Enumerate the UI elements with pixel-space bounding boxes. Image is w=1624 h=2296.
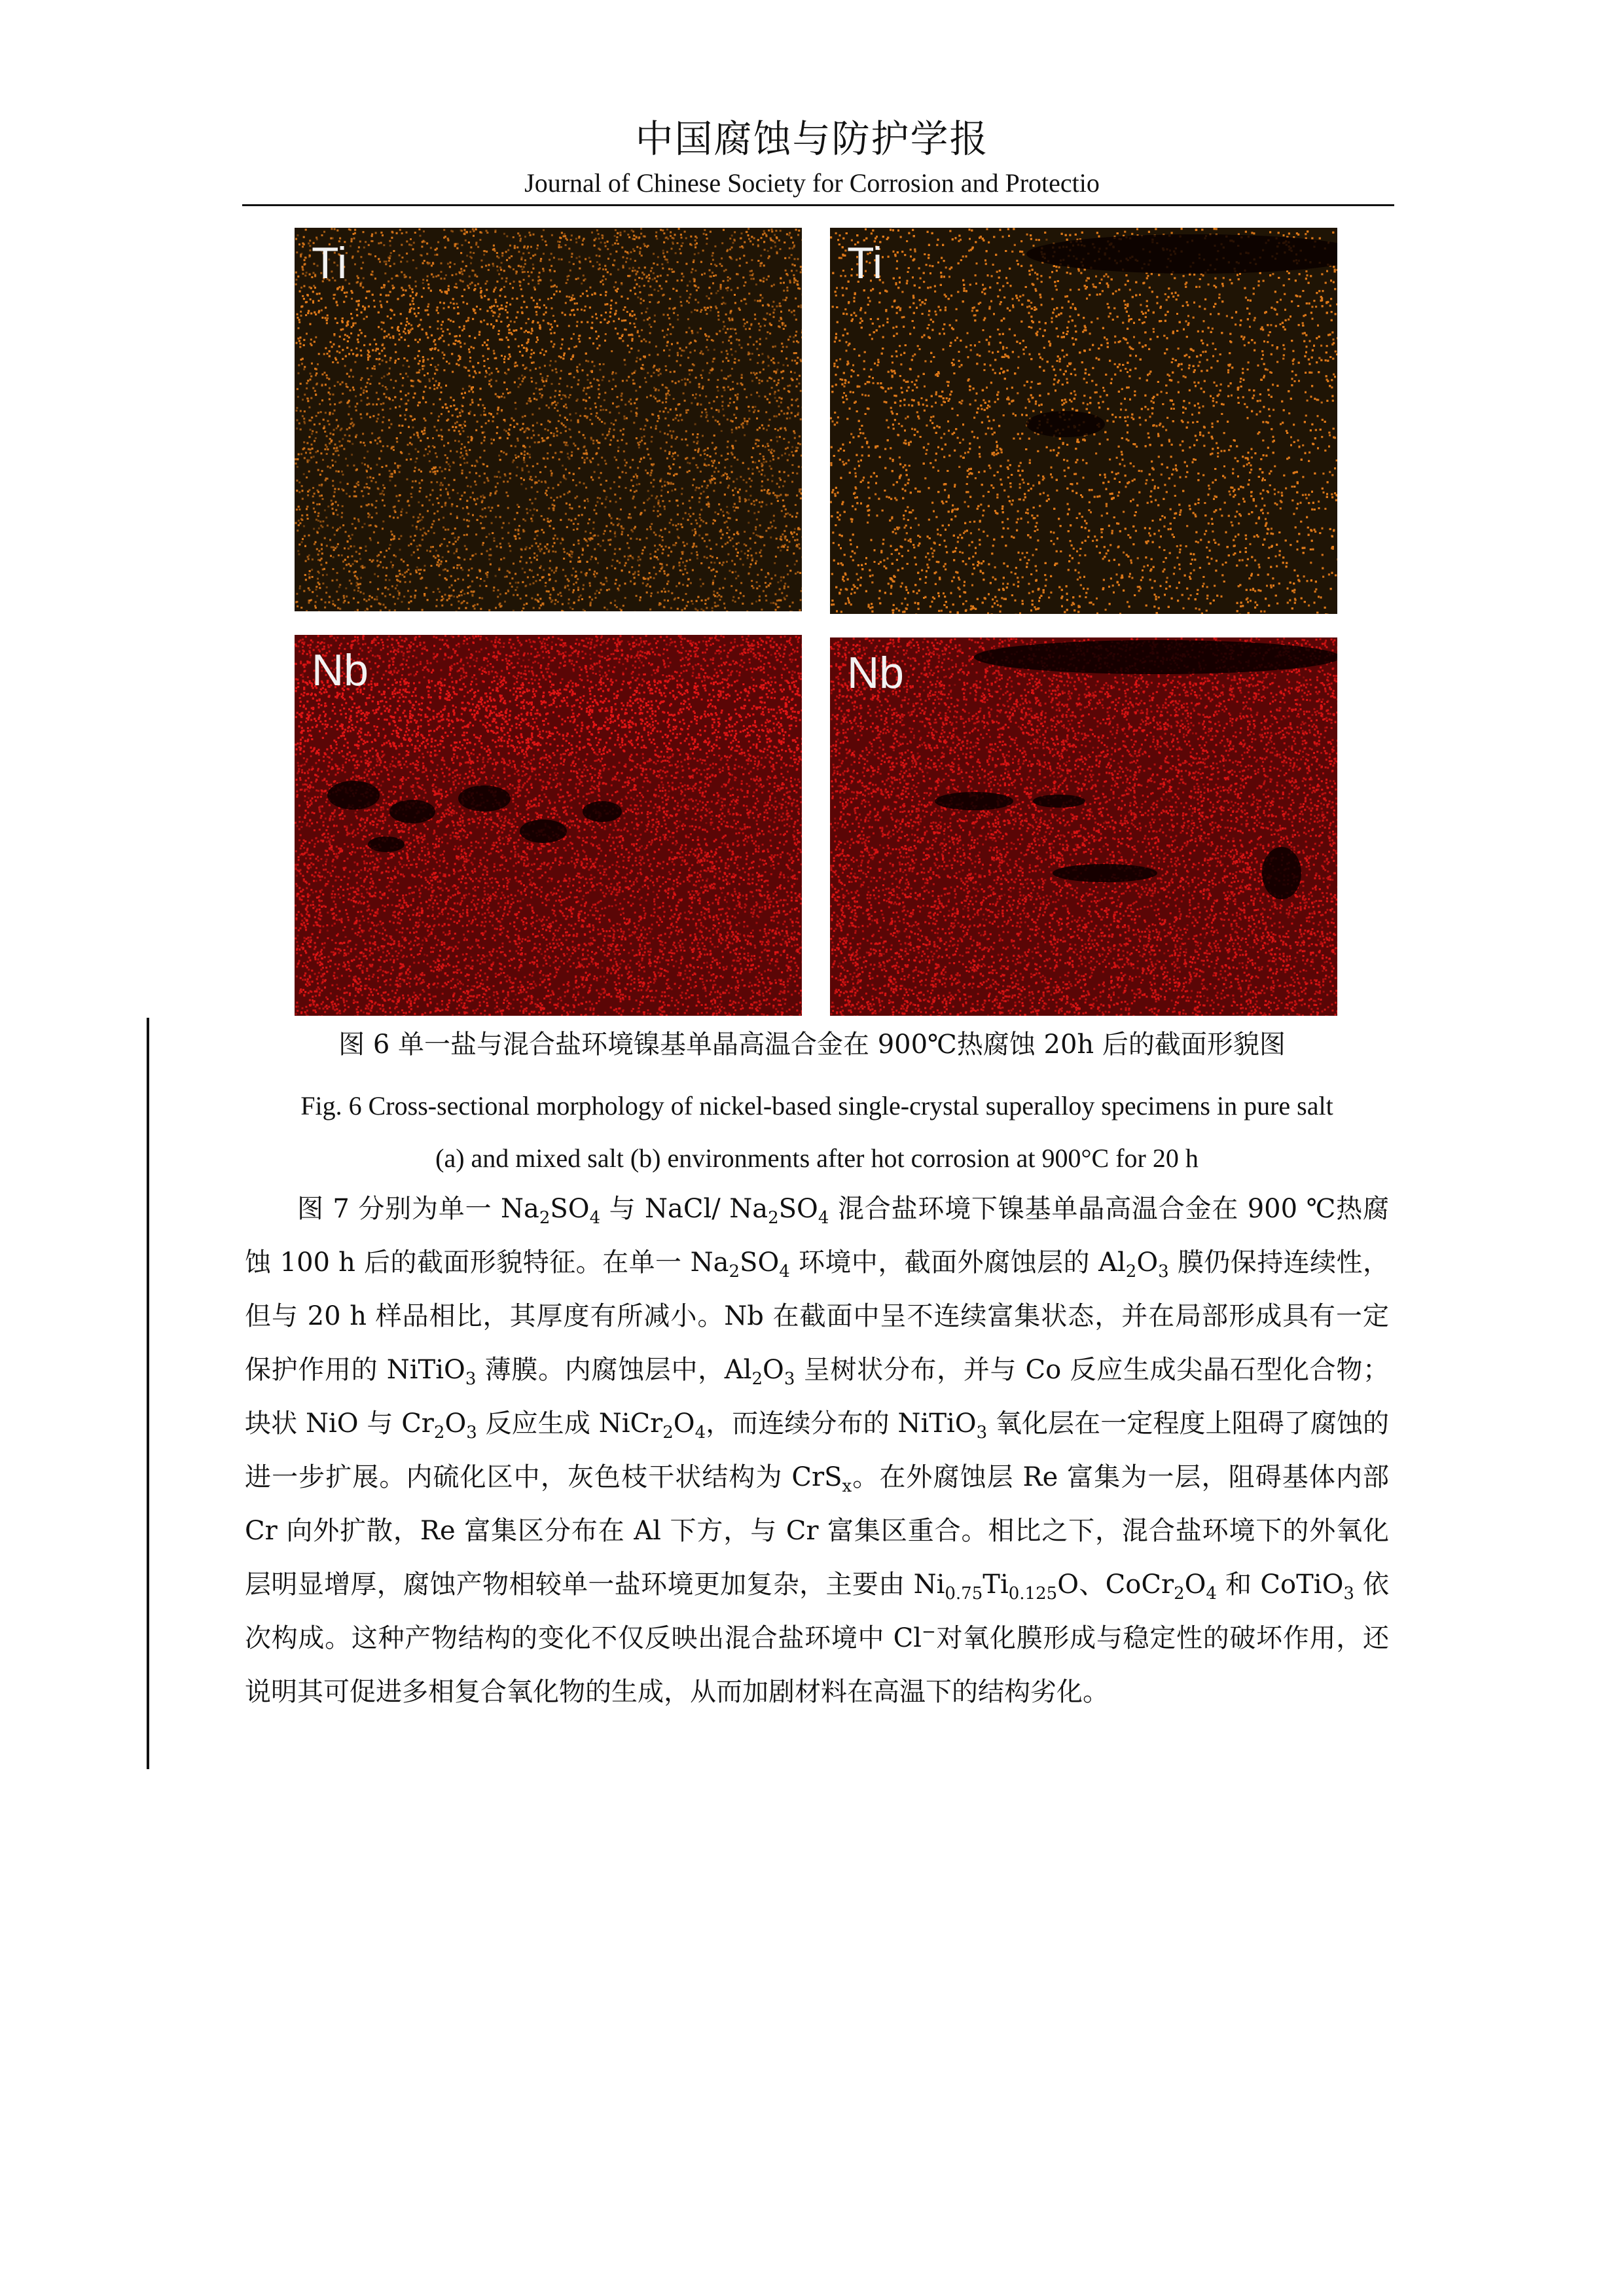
panel-label-nb-b: Nb bbox=[847, 647, 904, 699]
eds-map-ti-a-image bbox=[295, 228, 802, 611]
panel-label-ti-a: Ti bbox=[312, 237, 347, 289]
eds-map-ti-b bbox=[830, 228, 1337, 614]
eds-map-nb-a-image bbox=[295, 635, 802, 1016]
figure-caption-en bbox=[245, 1080, 1389, 1185]
figure-caption-en-line1: Fig. 6 Cross-sectional morphology of nickel-based single-crystal superalloy specimens in pure salt bbox=[245, 1080, 1389, 1132]
eds-map-nb-a bbox=[295, 635, 802, 1016]
figure-caption-en-line2: (a) and mixed salt (b) environments after hot corrosion at 900°C for 20 h bbox=[245, 1132, 1389, 1185]
eds-map-nb-b-image bbox=[830, 637, 1337, 1016]
eds-map-nb-b bbox=[830, 637, 1337, 1016]
figure-caption-cn: 图 6 单一盐与混合盐环境镍基单晶高温合金在 900℃热腐蚀 20h 后的截面形貌图 bbox=[0, 1025, 1624, 1064]
eds-map-ti-b-image bbox=[830, 228, 1337, 614]
journal-title-cn: 中国腐蚀与防护学报 bbox=[0, 113, 1624, 165]
panel-label-nb-a: Nb bbox=[312, 644, 369, 696]
eds-map-ti-a bbox=[295, 228, 802, 611]
body-paragraph: 图 7 分别为单一 $Na_2SO_4$ 与 NaCl/ $Na_2SO_4$ 混合盐环境下镍基单晶高温合金在 900 ℃热腐蚀 100 h 后的截面形貌特征。在单一 $Na_2SO_4$ 环境中，截面外腐蚀层的 $Al_2O_3$ 膜仍保持连续性，但与 20 h 样品相比，其厚度有所减小。Nb 在截面中呈不连续富集状态，并在局部形成具有一定保护作用的 NiTiO$_3$ 薄膜。内腐蚀层中，$Al_2O_3$ 呈树状分布，并与 Co 反应生成尖晶石型化合物；块状 NiO 与 $Cr_2O_3$ 反应生成 $NiCr_2O_4$，而连续分布的 NiTiO$_3$ 氧化层在一定程度上阻碍了腐蚀的进一步扩展。内硫化区中，灰色枝干状结构为 CrS$_x$。在外腐蚀层 Re 富集为一层，阻碍基体内部 Cr 向外扩散，Re 富集区分布在 Al 下方，与 Cr 富集区重合。相比之下，混合盐环境下的外氧化层明显增厚，腐蚀产物相较单一盐环境更加复杂，主要由 $Ni_{0.75}Ti_{0.125}O$、$CoCr_2O_4$ 和 CoTiO$_3$ 依次构成。这种产物结构的变化不仅反映出混合盐环境中 Cl−对氧化膜形成与稳定性的破坏作用，还说明其可促进多相复合氧化物的生成，从而加剧材料在高温下的结构劣化。 bbox=[245, 1182, 1389, 1719]
revision-margin-bar bbox=[147, 1018, 149, 1769]
header-divider bbox=[242, 204, 1394, 206]
journal-title-en: Journal of Chinese Society for Corrosion and Protectio bbox=[0, 166, 1624, 200]
panel-label-ti-b: Ti bbox=[847, 237, 882, 289]
